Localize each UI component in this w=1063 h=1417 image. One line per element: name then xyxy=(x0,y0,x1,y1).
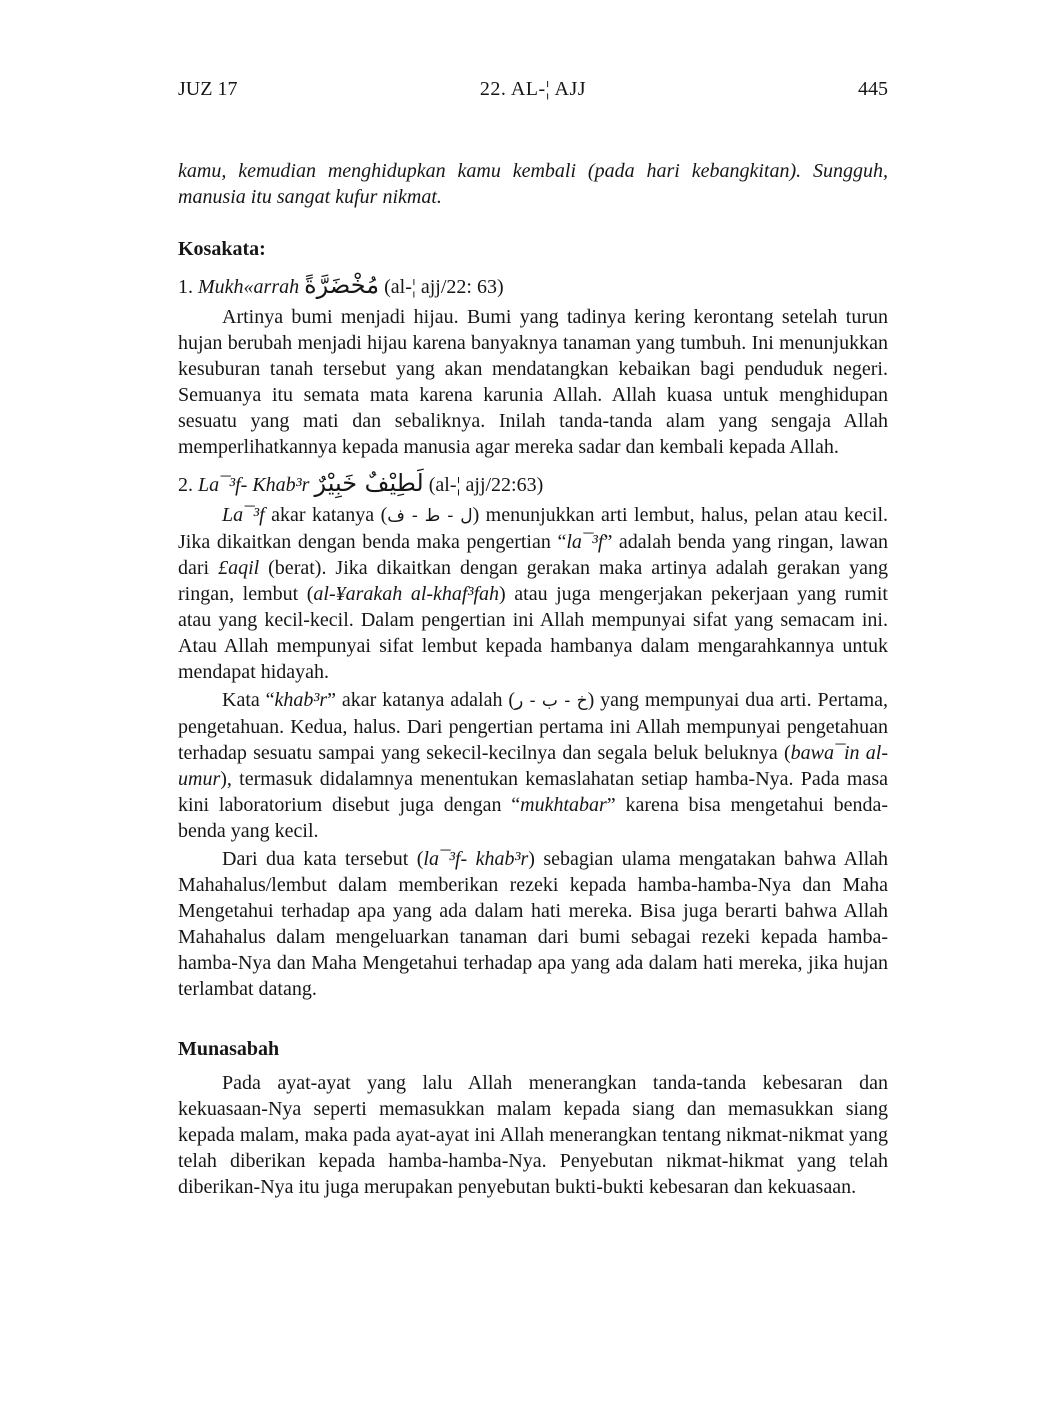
text-segment: Pada ayat-ayat yang lalu Allah menerangkan tanda-tanda kebesaran dan kekuasaan-Nya seperti memasukkan malam kepada siang dan memasukkan siang kepada malam, maka pada ayat-ayat ini Allah menerangkan tentang nikmat-nikmat yang telah diberikan kepada hamba-hamba-Nya. Penyebutan nikmat-hikmat yang telah diberikan-Nya itu juga merupakan penyebutan bukti-bukti kebesaran dan kekuasaan. xyxy=(178,1072,888,1198)
text-segment: £aqil xyxy=(218,557,260,579)
munasabah-heading: Munasabah xyxy=(178,1038,280,1060)
text-segment: Mukh«arrah xyxy=(198,276,300,298)
text-segment: La¯³f xyxy=(222,504,265,526)
text-segment: mukhtabar xyxy=(520,794,607,816)
kosakata-entry-2-paragraph-2 xyxy=(178,687,888,844)
text-segment: Dari dua kata tersebut ( xyxy=(222,848,424,870)
kosakata-entry-2-paragraph-1 xyxy=(178,502,888,685)
text-segment: khab³r xyxy=(274,689,328,711)
text-segment: ” karena bisa mengetahui benda-benda yang kecil. xyxy=(178,794,888,842)
kosakata-entry-2-paragraph-3 xyxy=(178,846,888,1002)
text-segment: ) atau juga mengerjakan pekerjaan yang rumit atau yang kecil-kecil. Dalam pengertian ini Allah mempunyai sifat yang semacam ini. Atau Allah mempunyai sifat lembut kepada hambanya dalam mengarahkannya untuk mendapat hidayah. xyxy=(178,583,888,683)
page-number: 445 xyxy=(858,78,888,100)
page-header xyxy=(178,76,888,102)
kosakata-entry-1-term-line xyxy=(178,272,888,300)
juz-label: JUZ 17 xyxy=(178,78,238,100)
text-segment: bawa¯in al-umur xyxy=(178,742,888,790)
munasabah-paragraph xyxy=(178,1070,888,1200)
text-segment: la¯³f- khab³r xyxy=(423,848,529,870)
text-segment: al-¥arakah al-khaf³fah xyxy=(313,583,500,605)
text-segment: 2. xyxy=(178,474,198,496)
page-body xyxy=(178,158,888,1200)
text-segment: akar katanya ( xyxy=(264,504,388,526)
arabic-text: خ - ب - ر xyxy=(515,691,588,711)
text-segment: la¯³f xyxy=(566,531,604,553)
text-segment: (al-¦ ajj/22: 63) xyxy=(379,276,504,298)
text-segment: ) menunjukkan arti lembut, halus, pelan atau kecil. Jika dikaitkan dengan benda maka pengertian “ xyxy=(178,504,888,553)
text-segment: La¯³f- Khab³r xyxy=(198,474,310,496)
continuation-paragraph xyxy=(178,158,888,210)
text-segment: (berat). Jika dikaitkan dengan gerakan maka artinya adalah gerakan yang ringan, lembut ( xyxy=(178,557,889,605)
text-segment: ” adalah benda yang ringan, lawan dari xyxy=(178,531,888,579)
kosakata-entry-1-paragraph xyxy=(178,304,888,460)
arabic-text: مُخْضَرَّةً xyxy=(304,271,380,299)
text-segment: (al-¦ ajj/22:63) xyxy=(423,474,544,496)
munasabah-section xyxy=(178,1036,888,1200)
text-segment: ), termasuk didalamnya menentukan kemaslahatan setiap hamba-Nya. Pada masa kini laboratorium disebut juga dengan “ xyxy=(178,768,888,816)
kosakata-entry-2-term-line xyxy=(178,470,888,498)
text-segment: kamu, kemudian menghidupkan kamu kembali (pada hari kebangkitan). Sungguh, manusia itu sangat kufur nikmat. xyxy=(178,160,888,208)
text-segment: Artinya bumi menjadi hijau. Bumi yang tadinya kering kerontang setelah turun hujan berubah menjadi hijau karena banyaknya tanaman yang tumbuh. Ini menunjukkan kesuburan tanah tersebut yang akan mendatangkan kebaikan bagi penduduk negeri. Semuanya itu semata mata karena karunia Allah. Allah kuasa untuk menghidupan sesuatu yang mati dan sebaliknya. Inilah tanda-tanda alam yang sengaja Allah memperlihatkannya kepada manusia agar mereka sadar dan kembali kepada Allah. xyxy=(178,306,888,458)
kosakata-heading: Kosakata: xyxy=(178,238,266,260)
arabic-text: ل - ط - ف xyxy=(387,506,473,526)
text-segment: ) yang mempunyai dua arti. Pertama, pengetahuan. Kedua, halus. Dari pengertian pertama ini Allah mempunyai pengetahuan terhadap sesuatu sampai yang sekecil-kecilnya dan segala beluk beluknya ( xyxy=(178,689,889,764)
arabic-text: لَطِيْفٌ خَبِيْرٌ xyxy=(314,469,424,497)
text-segment: ” akar katanya adalah ( xyxy=(327,689,516,711)
text-segment: ) sebagian ulama mengatakan bahwa Allah Mahahalus/lembut dalam memberikan rezeki kepada hamba-hamba-Nya dan Maha Mengetahui terhadap apa yang ada dalam hati mereka. Bisa juga berarti bahwa Allah Mahahalus dalam mengeluarkan tanaman dari bumi sebagai rezeki kepada hamba-hamba-Nya dan Maha Mengetahui terhadap apa yang ada dalam hati mereka, jika hujan terlambat datang. xyxy=(178,848,888,1000)
text-segment: 1. xyxy=(178,276,198,298)
text-segment: Kata “ xyxy=(222,689,275,711)
surah-title: 22. AL-¦ AJJ xyxy=(479,78,587,100)
